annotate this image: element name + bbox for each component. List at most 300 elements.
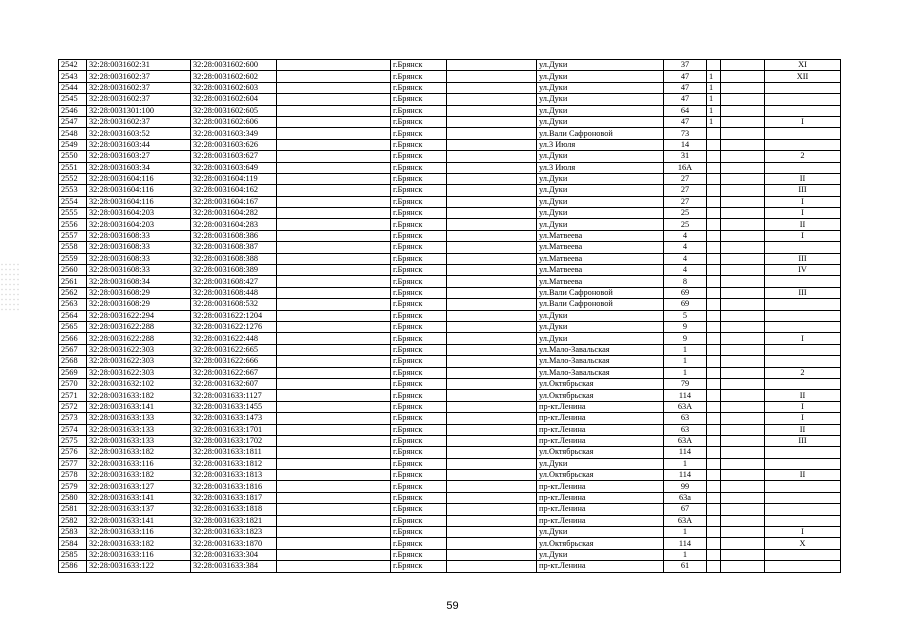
cadastral-number-cell: 32:28:0031608:386	[191, 230, 277, 241]
cadastral-number-cell: 32:28:0031633:1473	[191, 413, 277, 424]
empty-col-cell	[277, 367, 391, 378]
street-cell: ул.3 Июля	[537, 162, 664, 173]
row-number-cell: 2582	[59, 515, 87, 526]
city-cell: г.Брянск	[391, 527, 447, 538]
parent-cadastral-number-cell: 32:28:0031603:34	[87, 162, 191, 173]
city-cell: г.Брянск	[391, 105, 447, 116]
street-cell: ул.Матвеева	[537, 276, 664, 287]
empty-col-cell	[721, 287, 765, 298]
row-number-cell: 2584	[59, 538, 87, 549]
empty-col-cell	[447, 128, 537, 139]
empty-col-cell	[447, 139, 537, 150]
empty-col-cell	[277, 435, 391, 446]
table-row	[59, 378, 841, 389]
building-cell	[707, 344, 721, 355]
empty-col-cell	[721, 151, 765, 162]
cadastral-number-cell: 32:28:0031604:162	[191, 185, 277, 196]
apartment-cell: 2	[765, 151, 841, 162]
empty-col-cell	[721, 470, 765, 481]
table-row	[59, 413, 841, 424]
page-number: 59	[446, 600, 459, 612]
row-number-cell: 2552	[59, 173, 87, 184]
row-number-cell: 2560	[59, 265, 87, 276]
house-number-cell: 16А	[664, 162, 707, 173]
parent-cadastral-number-cell: 32:28:0031608:33	[87, 253, 191, 264]
apartment-cell	[765, 549, 841, 560]
city-cell: г.Брянск	[391, 116, 447, 127]
empty-col-cell	[721, 492, 765, 503]
table-row	[59, 60, 841, 71]
empty-col-cell	[447, 185, 537, 196]
city-cell: г.Брянск	[391, 413, 447, 424]
cadastral-number-cell: 32:28:0031603:627	[191, 151, 277, 162]
city-cell: г.Брянск	[391, 458, 447, 469]
city-cell: г.Брянск	[391, 435, 447, 446]
empty-col-cell	[721, 561, 765, 572]
parent-cadastral-number-cell: 32:28:0031633:182	[87, 390, 191, 401]
parent-cadastral-number-cell: 32:28:0031633:133	[87, 435, 191, 446]
street-cell: пр-кт.Ленина	[537, 504, 664, 515]
cadastral-number-cell: 32:28:0031608:427	[191, 276, 277, 287]
table-row	[59, 196, 841, 207]
city-cell: г.Брянск	[391, 196, 447, 207]
empty-col-cell	[277, 219, 391, 230]
table-row	[59, 185, 841, 196]
cadastral-number-cell: 32:28:0031622:1204	[191, 310, 277, 321]
apartment-cell	[765, 447, 841, 458]
building-cell	[707, 424, 721, 435]
building-cell	[707, 230, 721, 241]
table-row	[59, 276, 841, 287]
row-number-cell: 2567	[59, 344, 87, 355]
row-number-cell: 2575	[59, 435, 87, 446]
table-row	[59, 447, 841, 458]
building-cell	[707, 367, 721, 378]
house-number-cell: 27	[664, 185, 707, 196]
house-number-cell: 1	[664, 527, 707, 538]
parent-cadastral-number-cell: 32:28:0031633:182	[87, 538, 191, 549]
apartment-cell: II	[765, 219, 841, 230]
building-cell	[707, 515, 721, 526]
row-number-cell: 2543	[59, 71, 87, 82]
street-cell: пр-кт.Ленина	[537, 424, 664, 435]
building-cell	[707, 481, 721, 492]
city-cell: г.Брянск	[391, 561, 447, 572]
empty-col-cell	[447, 116, 537, 127]
parent-cadastral-number-cell: 32:28:0031602:37	[87, 94, 191, 105]
empty-col-cell	[447, 94, 537, 105]
street-cell: ул.Мало-Завальская	[537, 356, 664, 367]
apartment-cell: XI	[765, 60, 841, 71]
apartment-cell	[765, 139, 841, 150]
apartment-cell: III	[765, 253, 841, 264]
apartment-cell	[765, 492, 841, 503]
row-number-cell: 2565	[59, 321, 87, 332]
street-cell: ул.Октябрьская	[537, 390, 664, 401]
apartment-cell	[765, 82, 841, 93]
street-cell: ул.Октябрьская	[537, 538, 664, 549]
city-cell: г.Брянск	[391, 390, 447, 401]
table-row	[59, 253, 841, 264]
apartment-cell: I	[765, 413, 841, 424]
table-row	[59, 139, 841, 150]
house-number-cell: 63А	[664, 435, 707, 446]
table-row	[59, 71, 841, 82]
empty-col-cell	[721, 504, 765, 515]
table-row	[59, 219, 841, 230]
house-number-cell: 4	[664, 242, 707, 253]
empty-col-cell	[721, 333, 765, 344]
empty-col-cell	[277, 299, 391, 310]
house-number-cell: 47	[664, 94, 707, 105]
city-cell: г.Брянск	[391, 173, 447, 184]
city-cell: г.Брянск	[391, 401, 447, 412]
empty-col-cell	[721, 435, 765, 446]
apartment-cell	[765, 321, 841, 332]
row-number-cell: 2581	[59, 504, 87, 515]
street-cell: ул.Дуки	[537, 105, 664, 116]
parent-cadastral-number-cell: 32:28:0031608:34	[87, 276, 191, 287]
empty-col-cell	[277, 344, 391, 355]
row-number-cell: 2550	[59, 151, 87, 162]
apartment-cell	[765, 356, 841, 367]
table-row	[59, 549, 841, 560]
table-row	[59, 105, 841, 116]
parent-cadastral-number-cell: 32:28:0031608:33	[87, 242, 191, 253]
empty-col-cell	[277, 447, 391, 458]
empty-col-cell	[277, 162, 391, 173]
apartment-cell: I	[765, 333, 841, 344]
row-number-cell: 2556	[59, 219, 87, 230]
row-number-cell: 2564	[59, 310, 87, 321]
row-number-cell: 2551	[59, 162, 87, 173]
building-cell	[707, 299, 721, 310]
street-cell: ул.Дуки	[537, 60, 664, 71]
empty-col-cell	[721, 105, 765, 116]
street-cell: ул.Дуки	[537, 208, 664, 219]
city-cell: г.Брянск	[391, 242, 447, 253]
apartment-cell: I	[765, 527, 841, 538]
apartment-cell: XII	[765, 71, 841, 82]
empty-col-cell	[447, 538, 537, 549]
empty-col-cell	[447, 242, 537, 253]
row-number-cell: 2571	[59, 390, 87, 401]
empty-col-cell	[447, 321, 537, 332]
cadastral-number-cell: 32:28:0031633:1811	[191, 447, 277, 458]
house-number-cell: 27	[664, 196, 707, 207]
cadastral-number-cell: 32:28:0031604:119	[191, 173, 277, 184]
house-number-cell: 27	[664, 173, 707, 184]
cadastral-number-cell: 32:28:0031608:389	[191, 265, 277, 276]
building-cell	[707, 310, 721, 321]
cadastral-number-cell: 32:28:0031633:1870	[191, 538, 277, 549]
building-cell	[707, 173, 721, 184]
building-cell	[707, 435, 721, 446]
street-cell: ул.Дуки	[537, 94, 664, 105]
empty-col-cell	[447, 435, 537, 446]
street-cell: ул.Дуки	[537, 549, 664, 560]
street-cell: ул.Дуки	[537, 116, 664, 127]
apartment-cell	[765, 105, 841, 116]
apartment-cell	[765, 458, 841, 469]
empty-col-cell	[277, 208, 391, 219]
empty-col-cell	[721, 401, 765, 412]
empty-col-cell	[447, 549, 537, 560]
house-number-cell: 69	[664, 287, 707, 298]
house-number-cell: 25	[664, 208, 707, 219]
empty-col-cell	[277, 185, 391, 196]
apartment-cell: I	[765, 230, 841, 241]
city-cell: г.Брянск	[391, 60, 447, 71]
house-number-cell: 47	[664, 82, 707, 93]
table-row	[59, 208, 841, 219]
empty-col-cell	[447, 71, 537, 82]
parent-cadastral-number-cell: 32:28:0031604:116	[87, 185, 191, 196]
empty-col-cell	[721, 116, 765, 127]
empty-col-cell	[721, 60, 765, 71]
row-number-cell: 2583	[59, 527, 87, 538]
cadastral-number-cell: 32:28:0031602:604	[191, 94, 277, 105]
empty-col-cell	[721, 242, 765, 253]
street-cell: ул.Дуки	[537, 196, 664, 207]
house-number-cell: 99	[664, 481, 707, 492]
parent-cadastral-number-cell: 32:28:0031633:116	[87, 458, 191, 469]
building-cell	[707, 390, 721, 401]
city-cell: г.Брянск	[391, 549, 447, 560]
empty-col-cell	[277, 105, 391, 116]
row-number-cell: 2586	[59, 561, 87, 572]
apartment-cell	[765, 242, 841, 253]
parent-cadastral-number-cell: 32:28:0031633:133	[87, 413, 191, 424]
empty-col-cell	[447, 515, 537, 526]
building-cell	[707, 504, 721, 515]
street-cell: ул.Дуки	[537, 185, 664, 196]
scan-noise	[0, 262, 20, 312]
empty-col-cell	[721, 162, 765, 173]
empty-col-cell	[277, 287, 391, 298]
cadastral-number-cell: 32:28:0031633:1823	[191, 527, 277, 538]
house-number-cell: 9	[664, 333, 707, 344]
building-cell	[707, 378, 721, 389]
building-cell	[707, 549, 721, 560]
cadastral-number-cell: 32:28:0031633:1818	[191, 504, 277, 515]
empty-col-cell	[447, 253, 537, 264]
building-cell	[707, 287, 721, 298]
apartment-cell	[765, 310, 841, 321]
empty-col-cell	[447, 60, 537, 71]
empty-col-cell	[721, 173, 765, 184]
house-number-cell: 63А	[664, 515, 707, 526]
street-cell: пр-кт.Ленина	[537, 481, 664, 492]
empty-col-cell	[277, 470, 391, 481]
parent-cadastral-number-cell: 32:28:0031603:52	[87, 128, 191, 139]
empty-col-cell	[277, 128, 391, 139]
city-cell: г.Брянск	[391, 344, 447, 355]
row-number-cell: 2574	[59, 424, 87, 435]
apartment-cell: 2	[765, 367, 841, 378]
building-cell	[707, 162, 721, 173]
apartment-cell	[765, 378, 841, 389]
building-cell	[707, 401, 721, 412]
empty-col-cell	[721, 208, 765, 219]
parent-cadastral-number-cell: 32:28:0031603:27	[87, 151, 191, 162]
city-cell: г.Брянск	[391, 151, 447, 162]
empty-col-cell	[447, 413, 537, 424]
row-number-cell: 2559	[59, 253, 87, 264]
empty-col-cell	[277, 321, 391, 332]
parent-cadastral-number-cell: 32:28:0031622:303	[87, 367, 191, 378]
parent-cadastral-number-cell: 32:28:0031633:122	[87, 561, 191, 572]
house-number-cell: 63	[664, 413, 707, 424]
parent-cadastral-number-cell: 32:28:0031602:31	[87, 60, 191, 71]
cadastral-number-cell: 32:28:0031603:649	[191, 162, 277, 173]
row-number-cell: 2580	[59, 492, 87, 503]
apartment-cell: I	[765, 116, 841, 127]
row-number-cell: 2576	[59, 447, 87, 458]
row-number-cell: 2585	[59, 549, 87, 560]
empty-col-cell	[277, 173, 391, 184]
building-cell: 1	[707, 82, 721, 93]
empty-col-cell	[277, 139, 391, 150]
parent-cadastral-number-cell: 32:28:0031604:203	[87, 219, 191, 230]
table-row	[59, 492, 841, 503]
building-cell	[707, 208, 721, 219]
cadastral-number-cell: 32:28:0031602:606	[191, 116, 277, 127]
row-number-cell: 2547	[59, 116, 87, 127]
empty-col-cell	[277, 401, 391, 412]
empty-col-cell	[277, 276, 391, 287]
empty-col-cell	[721, 549, 765, 560]
empty-col-cell	[447, 458, 537, 469]
street-cell: пр-кт.Ленина	[537, 401, 664, 412]
parent-cadastral-number-cell: 32:28:0031633:127	[87, 481, 191, 492]
empty-col-cell	[277, 413, 391, 424]
parent-cadastral-number-cell: 32:28:0031622:303	[87, 344, 191, 355]
parent-cadastral-number-cell: 32:28:0031622:288	[87, 333, 191, 344]
empty-col-cell	[721, 424, 765, 435]
parent-cadastral-number-cell: 32:28:0031604:116	[87, 173, 191, 184]
building-cell	[707, 265, 721, 276]
row-number-cell: 2553	[59, 185, 87, 196]
building-cell	[707, 321, 721, 332]
table-row	[59, 94, 841, 105]
table-row	[59, 287, 841, 298]
parent-cadastral-number-cell: 32:28:0031301:100	[87, 105, 191, 116]
empty-col-cell	[277, 116, 391, 127]
building-cell	[707, 492, 721, 503]
house-number-cell: 4	[664, 230, 707, 241]
empty-col-cell	[447, 504, 537, 515]
empty-col-cell	[721, 128, 765, 139]
empty-col-cell	[721, 185, 765, 196]
cadastral-number-cell: 32:28:0031622:667	[191, 367, 277, 378]
apartment-cell: II	[765, 390, 841, 401]
row-number-cell: 2561	[59, 276, 87, 287]
table-row	[59, 435, 841, 446]
house-number-cell: 79	[664, 378, 707, 389]
cadastral-number-cell: 32:28:0031622:1276	[191, 321, 277, 332]
city-cell: г.Брянск	[391, 208, 447, 219]
table-row	[59, 367, 841, 378]
building-cell	[707, 356, 721, 367]
street-cell: ул.Вали Сафроновой	[537, 299, 664, 310]
row-number-cell: 2578	[59, 470, 87, 481]
city-cell: г.Брянск	[391, 185, 447, 196]
street-cell: ул.Вали Сафроновой	[537, 287, 664, 298]
empty-col-cell	[447, 219, 537, 230]
city-cell: г.Брянск	[391, 276, 447, 287]
apartment-cell: II	[765, 424, 841, 435]
empty-col-cell	[447, 390, 537, 401]
empty-col-cell	[277, 310, 391, 321]
city-cell: г.Брянск	[391, 504, 447, 515]
house-number-cell: 5	[664, 310, 707, 321]
parent-cadastral-number-cell: 32:28:0031608:33	[87, 230, 191, 241]
empty-col-cell	[447, 470, 537, 481]
street-cell: ул.Дуки	[537, 71, 664, 82]
parent-cadastral-number-cell: 32:28:0031622:303	[87, 356, 191, 367]
apartment-cell: X	[765, 538, 841, 549]
empty-col-cell	[721, 527, 765, 538]
table-row	[59, 470, 841, 481]
building-cell	[707, 253, 721, 264]
empty-col-cell	[721, 481, 765, 492]
empty-col-cell	[277, 333, 391, 344]
empty-col-cell	[277, 561, 391, 572]
house-number-cell: 73	[664, 128, 707, 139]
city-cell: г.Брянск	[391, 367, 447, 378]
parent-cadastral-number-cell: 32:28:0031633:141	[87, 492, 191, 503]
building-cell	[707, 527, 721, 538]
cadastral-number-cell: 32:28:0031604:282	[191, 208, 277, 219]
apartment-cell: I	[765, 208, 841, 219]
row-number-cell: 2542	[59, 60, 87, 71]
street-cell: ул.Матвеева	[537, 265, 664, 276]
city-cell: г.Брянск	[391, 333, 447, 344]
table-row	[59, 162, 841, 173]
row-number-cell: 2557	[59, 230, 87, 241]
street-cell: ул.Дуки	[537, 173, 664, 184]
street-cell: ул.Вали Сафроновой	[537, 128, 664, 139]
empty-col-cell	[277, 60, 391, 71]
house-number-cell: 64	[664, 105, 707, 116]
row-number-cell: 2555	[59, 208, 87, 219]
street-cell: ул.3 Июля	[537, 139, 664, 150]
city-cell: г.Брянск	[391, 321, 447, 332]
parent-cadastral-number-cell: 32:28:0031608:29	[87, 287, 191, 298]
empty-col-cell	[721, 299, 765, 310]
empty-col-cell	[447, 162, 537, 173]
house-number-cell: 63а	[664, 492, 707, 503]
house-number-cell: 61	[664, 561, 707, 572]
apartment-cell: I	[765, 401, 841, 412]
table-row	[59, 356, 841, 367]
apartment-cell: II	[765, 173, 841, 184]
parent-cadastral-number-cell: 32:28:0031608:29	[87, 299, 191, 310]
street-cell: пр-кт.Ленина	[537, 413, 664, 424]
building-cell	[707, 128, 721, 139]
building-cell: 1	[707, 71, 721, 82]
city-cell: г.Брянск	[391, 538, 447, 549]
house-number-cell: 1	[664, 458, 707, 469]
empty-col-cell	[277, 242, 391, 253]
table-row	[59, 265, 841, 276]
table-row	[59, 116, 841, 127]
cadastral-number-cell: 32:28:0031633:1821	[191, 515, 277, 526]
building-cell	[707, 60, 721, 71]
empty-col-cell	[447, 447, 537, 458]
house-number-cell: 25	[664, 219, 707, 230]
